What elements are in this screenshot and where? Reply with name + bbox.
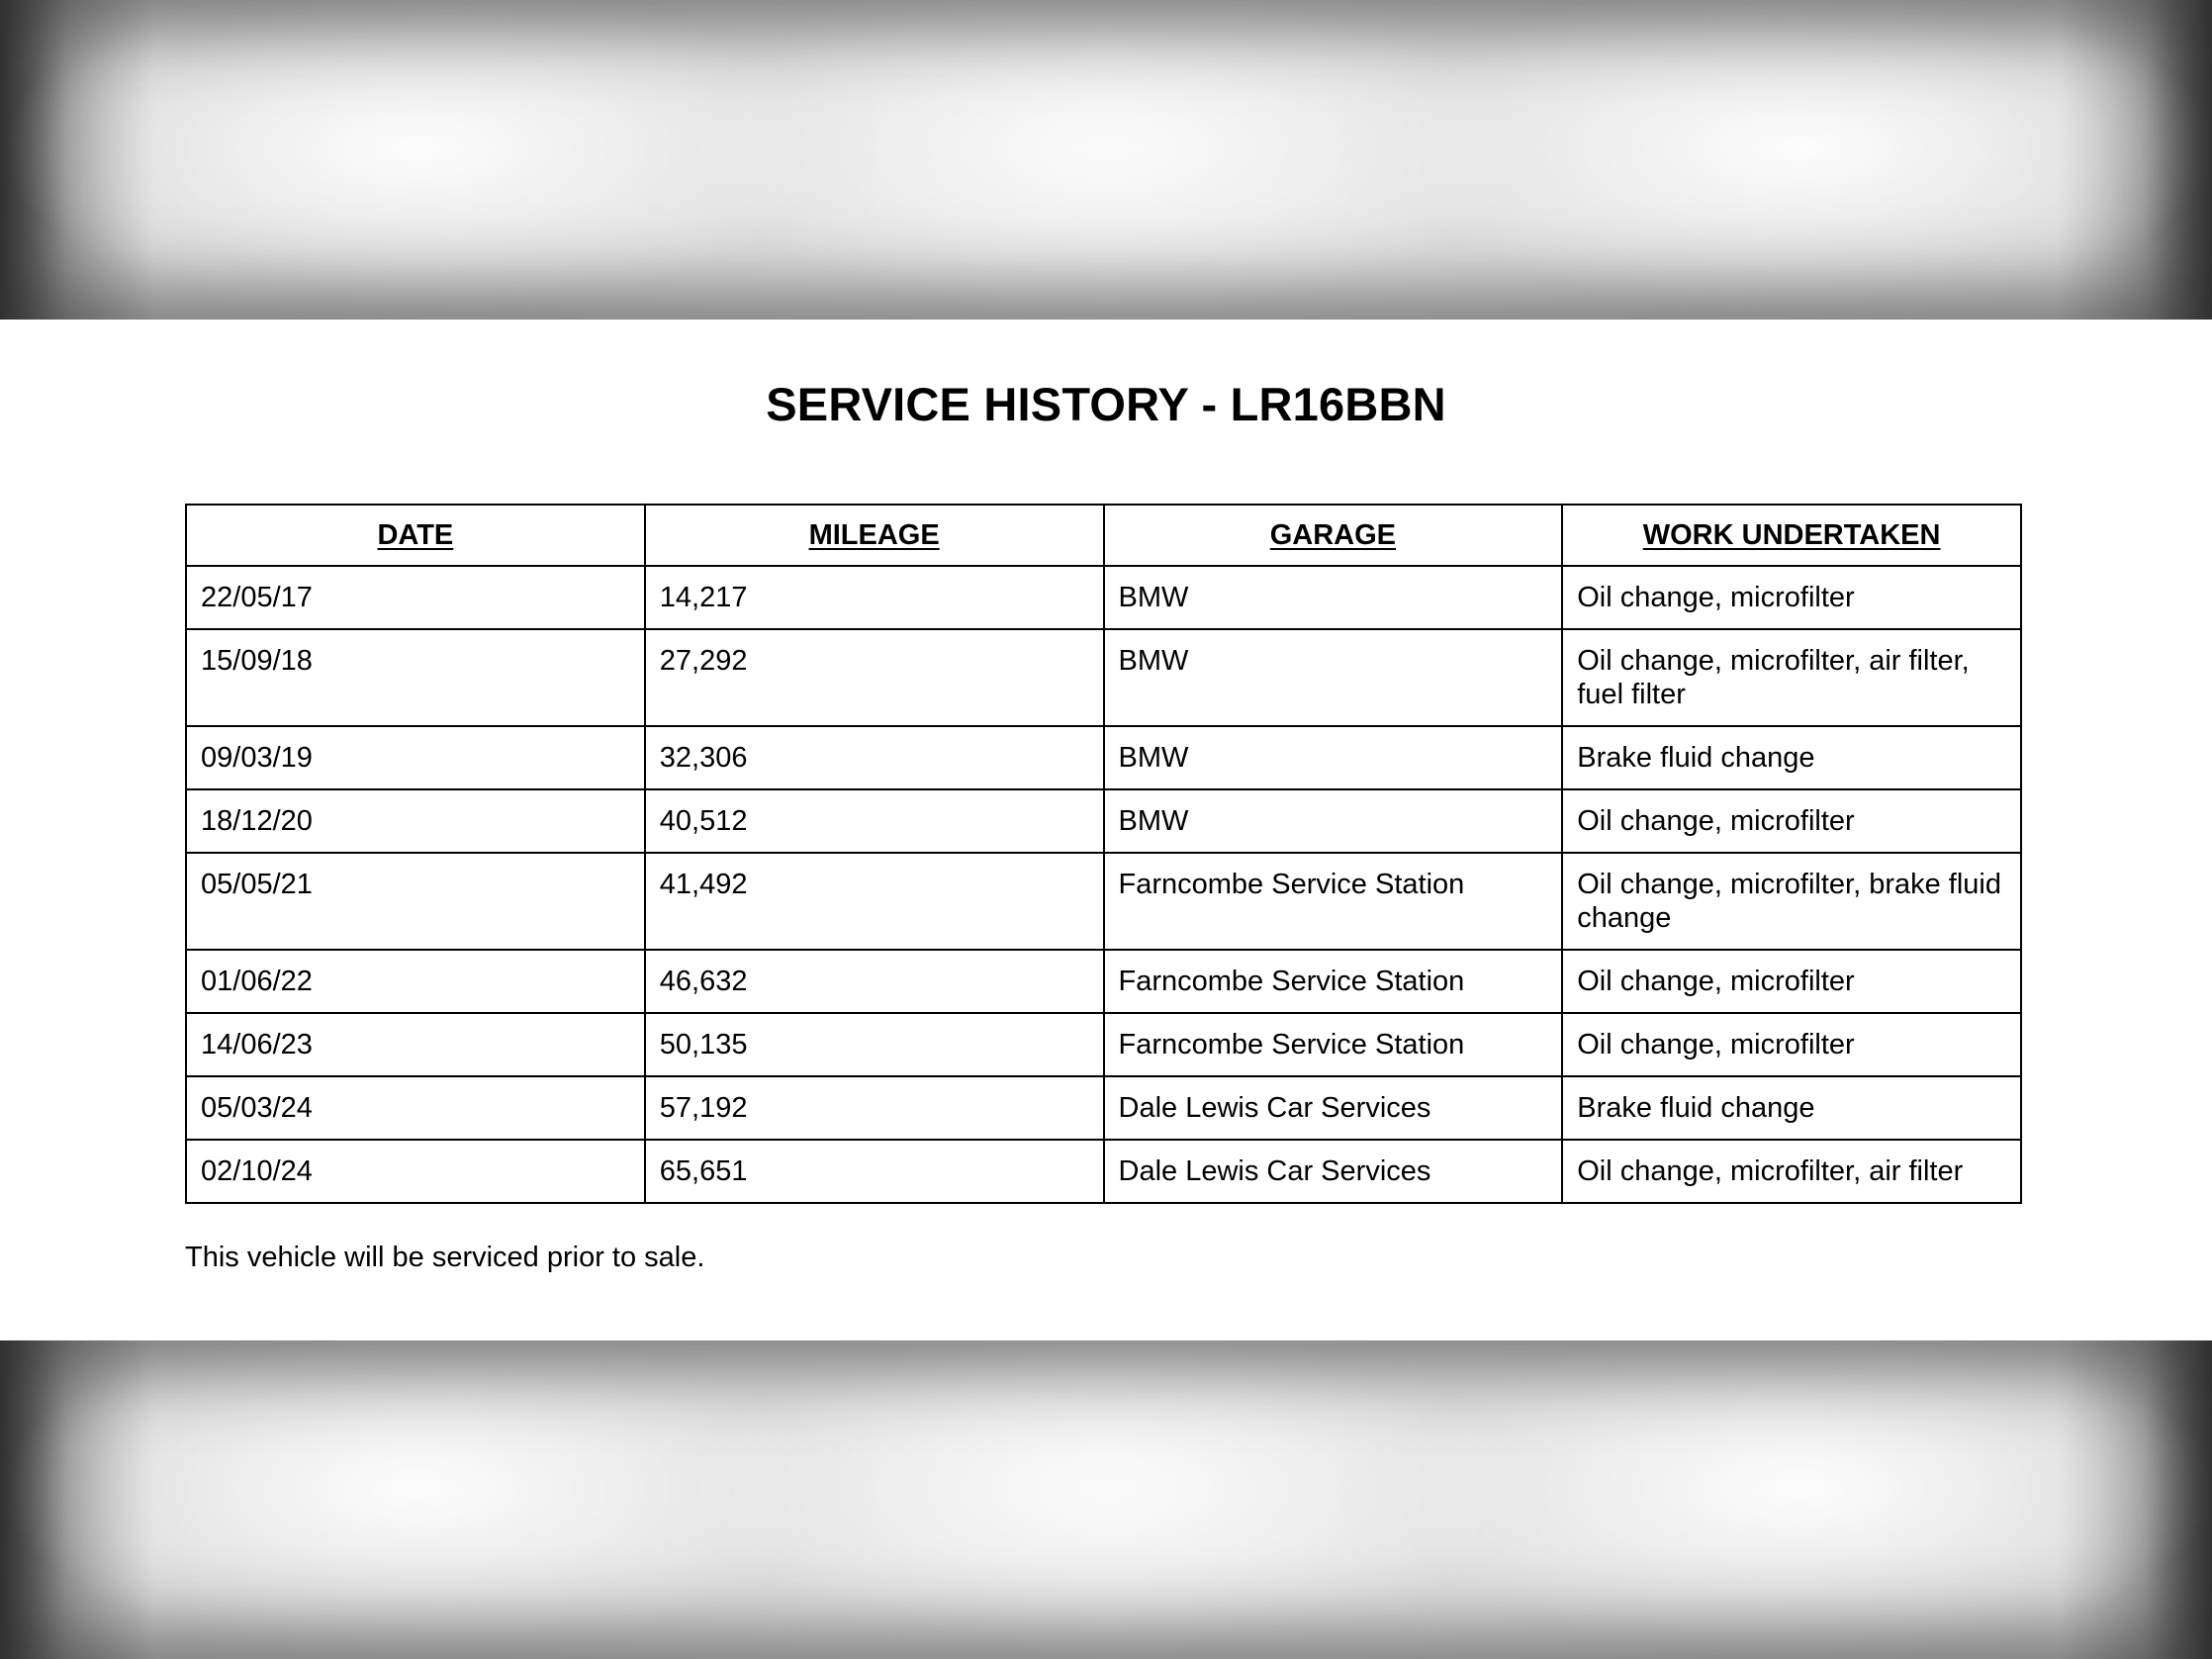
cell-work: Oil change, microfilter, air filter [1562,1140,2021,1203]
table-row [186,1140,2021,1203]
column-header-mileage: MILEAGE [645,505,1104,566]
table-row [186,789,2021,853]
cell-mileage: 65,651 [645,1140,1104,1203]
cell-garage: Farncombe Service Station [1104,853,1563,950]
cell-date: 05/03/24 [186,1076,645,1140]
cell-date: 15/09/18 [186,629,645,726]
cell-work: Oil change, microfilter [1562,789,2021,853]
cell-mileage: 14,217 [645,566,1104,629]
column-header-garage: GARAGE [1104,505,1563,566]
cell-mileage: 32,306 [645,726,1104,789]
document-title: SERVICE HISTORY - LR16BBN [766,378,1446,430]
cell-work: Brake fluid change [1562,726,2021,789]
cell-date: 05/05/21 [186,853,645,950]
table-row [186,853,2021,950]
cell-work: Oil change, microfilter, air filter, fuel filter [1562,629,2021,726]
column-header-work-undertaken: WORK UNDERTAKEN [1562,505,2021,566]
table-row [186,1013,2021,1076]
cell-garage: Dale Lewis Car Services [1104,1076,1563,1140]
table-row [186,566,2021,629]
column-header-date: DATE [186,505,645,566]
cell-mileage: 41,492 [645,853,1104,950]
cell-mileage: 27,292 [645,629,1104,726]
cell-mileage: 50,135 [645,1013,1104,1076]
cell-mileage: 40,512 [645,789,1104,853]
cell-work: Oil change, microfilter [1562,1013,2021,1076]
cell-work: Brake fluid change [1562,1076,2021,1140]
cell-garage: Farncombe Service Station [1104,950,1563,1013]
sale-note: This vehicle will be serviced prior to sale. [185,1242,705,1273]
cell-work: Oil change, microfilter [1562,950,2021,1013]
table-row [186,726,2021,789]
cell-work: Oil change, microfilter, brake fluid change [1562,853,2021,950]
cell-date: 22/05/17 [186,566,645,629]
cell-date: 01/06/22 [186,950,645,1013]
cell-garage: Farncombe Service Station [1104,1013,1563,1076]
cell-garage: Dale Lewis Car Services [1104,1140,1563,1203]
cell-date: 02/10/24 [186,1140,645,1203]
document-page [0,320,2212,1340]
table-row [186,950,2021,1013]
cell-date: 18/12/20 [186,789,645,853]
cell-date: 09/03/19 [186,726,645,789]
blurred-background-bottom [0,1340,2212,1659]
cell-garage: BMW [1104,629,1563,726]
cell-date: 14/06/23 [186,1013,645,1076]
service-history-table [185,504,2022,1204]
cell-mileage: 46,632 [645,950,1104,1013]
table-header-row [186,505,2021,566]
table-row [186,629,2021,726]
cell-mileage: 57,192 [645,1076,1104,1140]
cell-garage: BMW [1104,789,1563,853]
cell-garage: BMW [1104,726,1563,789]
table-row [186,1076,2021,1140]
cell-garage: BMW [1104,566,1563,629]
cell-work: Oil change, microfilter [1562,566,2021,629]
blurred-background-top [0,0,2212,320]
